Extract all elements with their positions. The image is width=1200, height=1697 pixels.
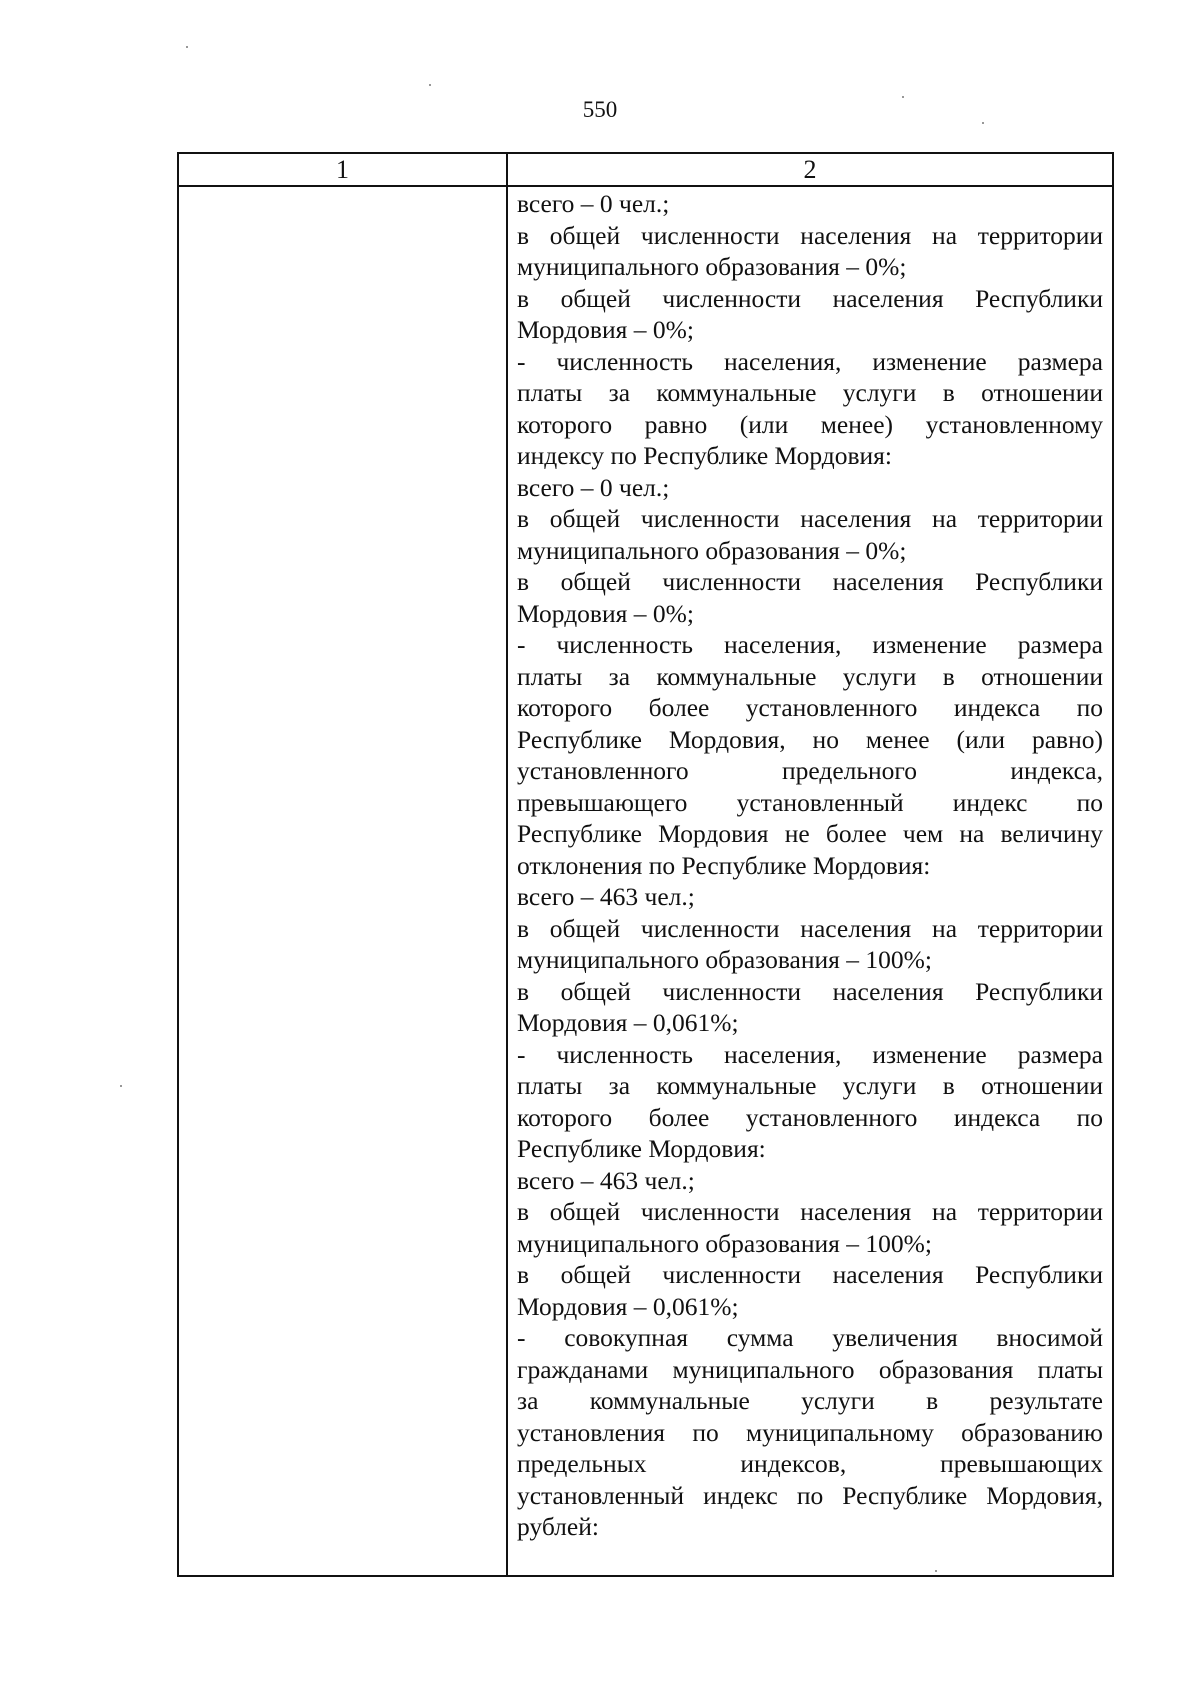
text-line: за коммунальные услуги в результате [517,1386,1103,1415]
document-table [177,152,1114,1577]
text-line: установленный индекс по Республике Мордовия, [517,1480,1103,1510]
table-header-row [178,153,1113,186]
text-line: установленного предельного индекса, [517,756,1103,785]
table-row [178,186,1113,1576]
text-line: всего – 463 чел.; [517,882,695,911]
text-line: всего – 0 чел.; [517,472,670,502]
text-line: в общей численности населения на территории [517,220,1103,250]
text-line: которого более установленного индекса по [517,1102,1103,1132]
text-line: в общей численности населения Республики [517,976,1103,1006]
text-line: всего – 0 чел.; [517,189,670,218]
text-line: отклонения по Республике Мордовия: [517,850,931,880]
column-2-text [508,187,1112,1543]
text-line: платы за коммунальные услуги в отношении [517,661,1103,691]
column-header-1: 1 [178,153,507,186]
text-line: - совокупная сумма увеличения вносимой [517,1323,1103,1352]
scan-speck [186,46,188,48]
text-line: - численность населения, изменение размера [517,1039,1103,1069]
text-line: - численность населения, изменение размера [517,346,1103,376]
text-line: гражданами муниципального образования платы [517,1354,1103,1384]
text-line: в общей численности населения на территории [517,504,1103,533]
text-line: - численность населения, изменение размера [517,630,1103,659]
column-1-cell [178,186,507,1576]
text-line: всего – 463 чел.; [517,1165,695,1195]
text-line: Мордовия – 0%; [517,598,694,628]
column-2-cell [507,186,1113,1576]
text-line: Мордовия – 0%; [517,315,694,344]
text-line: платы за коммунальные услуги в отношении [517,1071,1103,1100]
text-line: которого более установленного индекса по [517,693,1103,722]
text-line: в общей численности населения на территории [517,913,1103,943]
text-line: установления по муниципальному образованию [517,1417,1103,1447]
text-line: в общей численности населения Республики [517,1260,1103,1289]
scan-speck [120,1085,122,1087]
text-line: Мордовия – 0,061%; [517,1008,739,1037]
scan-speck [902,96,904,98]
text-line: в общей численности населения Республики [517,283,1103,313]
scan-speck [935,1570,937,1572]
column-header-2: 2 [507,153,1113,186]
text-line: рублей: [517,1512,599,1541]
page-number: 550 [582,97,618,122]
text-line: муниципального образования – 0%; [517,535,907,565]
text-line: муниципального образования – 100%; [517,945,932,974]
text-line: в общей численности населения Республики [517,567,1103,596]
text-line: платы за коммунальные услуги в отношении [517,378,1103,407]
text-line: которого равно (или менее) установленному [517,409,1103,439]
scan-speck [982,122,984,124]
text-line: индексу по Республике Мордовия: [517,441,892,470]
text-line: превышающего установленный индекс по [517,787,1103,817]
text-line: предельных индексов, превышающих [517,1449,1103,1478]
text-line: Республике Мордовия, но менее (или равно) [517,724,1103,754]
text-line: Республике Мордовия не более чем на величину [517,819,1103,848]
text-line: в общей численности населения на территории [517,1197,1103,1226]
text-line: муниципального образования – 0%; [517,252,907,281]
scan-speck [429,84,431,86]
text-line: муниципального образования – 100%; [517,1228,932,1258]
text-line: Республике Мордовия: [517,1134,766,1163]
text-line: Мордовия – 0,061%; [517,1291,739,1321]
